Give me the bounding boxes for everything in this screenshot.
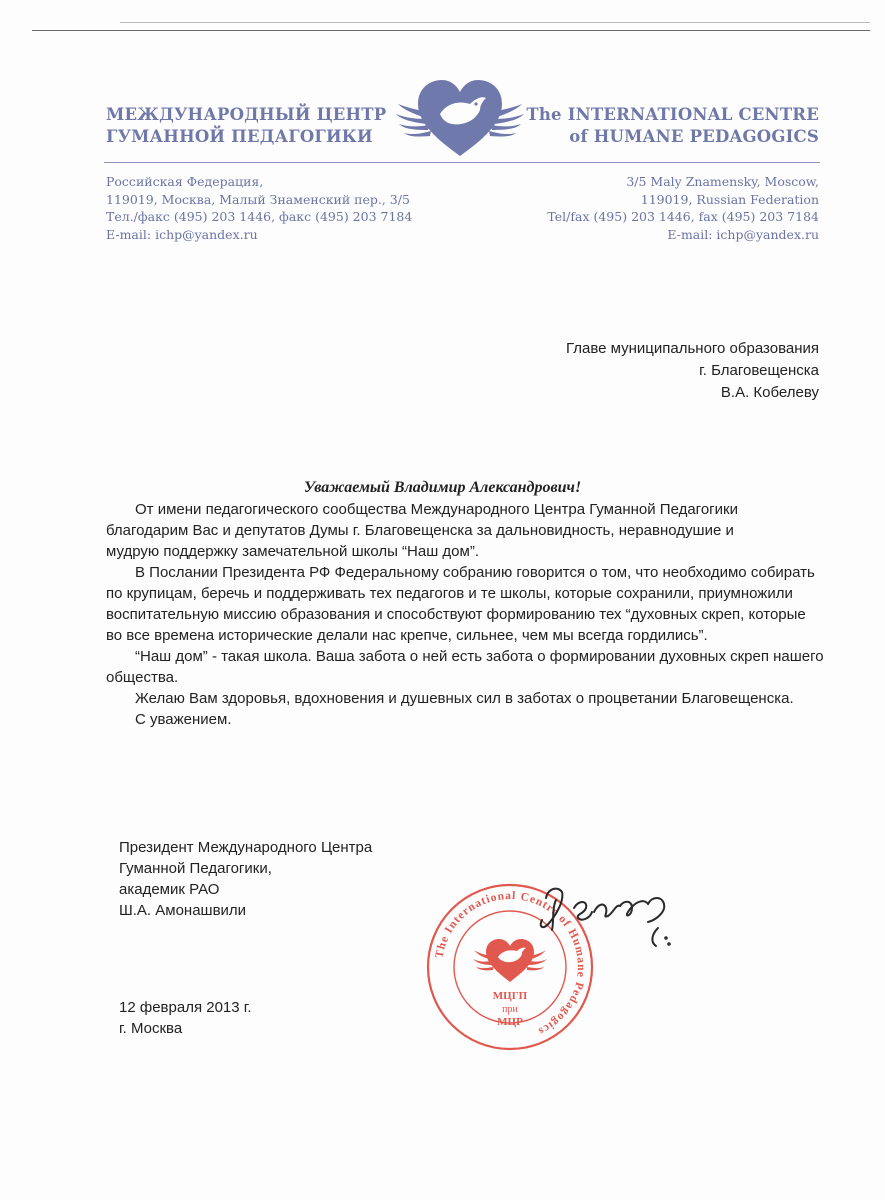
body-paragraph (106, 499, 836, 562)
address-en-email: E-mail: ichp@yandex.ru (667, 226, 819, 242)
scan-edge-top-2 (120, 22, 870, 23)
letter-place: г. Москва (119, 1020, 183, 1037)
body-line: благодарим Вас и депутатов Думы г. Благовещенска за дальновидность, неравнодушие и (106, 522, 734, 539)
closing (106, 709, 836, 730)
recipient-line: г. Благовещенска (699, 362, 819, 379)
body-line: во все времена исторические делали нас крепче, сильнее, чем мы всегда гордились”. (106, 627, 708, 644)
signer-line: Президент Международного Центра (119, 839, 373, 856)
body-paragraph (106, 562, 836, 646)
address-en-line: 3/5 Maly Znamensky, Moscow, (626, 174, 819, 189)
signer-line: академик РАО (119, 881, 220, 898)
address-en (547, 173, 819, 243)
org-name-ru-line: ГУМАННОЙ ПЕДАГОГИКИ (106, 127, 373, 146)
stamp-center-line: при (502, 1004, 518, 1015)
salutation: Уважаемый Владимир Александрович! (303, 479, 582, 496)
address-ru-line: Тел./факс (495) 203 1446, факс (495) 203 7184 (106, 209, 413, 224)
address-ru (106, 173, 412, 243)
body-line: От имени педагогического сообщества Международного Центра Гуманной Педагогики (135, 501, 738, 518)
org-name-en-line: of HUMANE PEDAGOGICS (569, 127, 819, 146)
org-name-ru-line: МЕЖДУНАРОДНЫЙ ЦЕНТР (106, 105, 387, 124)
body-line: В Послании Президента РФ Федеральному собранию говорится о том, что необходимо собирать (135, 564, 815, 581)
scan-edge-top (32, 30, 870, 31)
address-en-line: 119019, Russian Federation (640, 191, 819, 207)
body-line: мудрую поддержку замечательной школы “Наш дом”. (106, 543, 479, 560)
address-ru-line: 119019, Москва, Малый Знаменский пер., 3/5 (106, 191, 410, 207)
recipient-name: В.А. Кобелеву (720, 384, 819, 401)
recipient-block (566, 338, 819, 404)
stamp-center-line: МЦР (497, 1016, 523, 1028)
address-ru-line: Российская Федерация, (106, 174, 264, 189)
stamp-ring-text: The International Centre of Humane Pedagogics (433, 889, 588, 1038)
stamp-center-line: МЦГП (492, 990, 528, 1002)
body-line: общества. (106, 669, 179, 686)
closing-line: С уважением. (135, 711, 232, 728)
org-name-ru (106, 104, 386, 148)
handwritten-signature (528, 878, 688, 958)
letter-date: 12 февраля 2013 г. (119, 999, 252, 1016)
signer-name: Ш.А. Амонашвили (119, 902, 247, 919)
letter-body (106, 499, 836, 730)
address-en-line: Tel/fax (495) 203 1446, fax (495) 203 7184 (547, 209, 819, 224)
signer-line: Гуманной Педагогики, (119, 860, 272, 877)
letterhead-divider (104, 162, 820, 163)
body-line: Желаю Вам здоровья, вдохновения и душевных сил в заботах о процветании Благовещенска. (135, 690, 794, 707)
body-paragraph (106, 646, 836, 688)
date-place-block (119, 997, 252, 1039)
body-paragraph (106, 688, 836, 709)
org-name-en (526, 104, 819, 148)
signer-block (119, 837, 372, 921)
body-line: воспитательную миссию образования и способствуют формированию тех “духовных скреп, которые (106, 606, 806, 623)
org-name-en-line: The INTERNATIONAL CENTRE (526, 105, 819, 124)
body-line: “Наш дом” - такая школа. Ваша забота о ней есть забота о формировании духовных скреп нашего (135, 648, 824, 665)
address-ru-email: E-mail: ichp@yandex.ru (106, 226, 258, 242)
body-line: по крупицам, беречь и поддерживать тех педагогов и те школы, которые сохранили, приумножили (106, 585, 793, 602)
heart-dove-logo-icon (396, 74, 524, 158)
recipient-line: Главе муниципального образования (565, 340, 819, 357)
